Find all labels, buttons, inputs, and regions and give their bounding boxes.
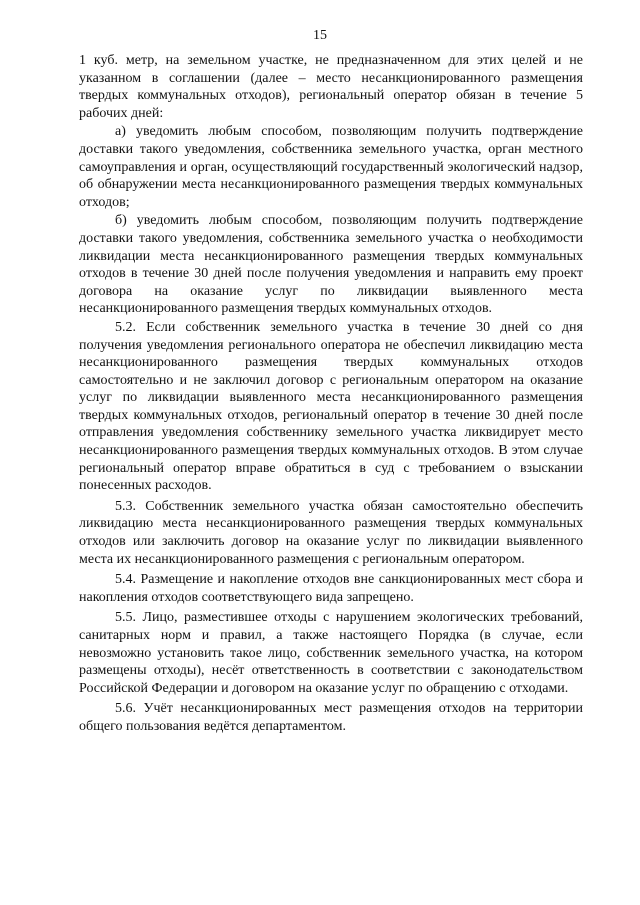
paragraph-item-a: а) уведомить любым способом, позволяющим получить подтверждение доставки такого уведомления, собственника земельного участка, орган местного самоуправления и орган, осуществляющий государственный экологический надзор, об обнаружении места несанкционированного размещения твердых коммунальных отходов; [79, 124, 583, 210]
paragraph-5-3: 5.3. Собственник земельного участка обязан самостоятельно обеспечить ликвидацию места несанкционированного размещения твердых коммунальных отходов или заключить договор на оказание услуг по ликвидации выявленного места их несанкционированного размещения с региональным оператором. [79, 498, 583, 567]
page-number: 15 [313, 28, 327, 43]
document-body [79, 52, 583, 736]
paragraph-continuation: 1 куб. метр, на земельном участке, не предназначенном для этих целей и не указанном в соглашении (далее – место несанкционированного размещения твердых коммунальных отходов), региональный оператор обязан в течение 5 рабочих дней: [79, 53, 583, 121]
paragraph-5-4: 5.4. Размещение и накопление отходов вне санкционированных мест сбора и накопления отходов соответствующего вида запрещено. [79, 572, 583, 605]
paragraph-item-b: б) уведомить любым способом, позволяющим получить подтверждение доставки такого уведомления, собственника земельного участка о необходимости ликвидации места несанкционированного размещения твердых коммунальных отходов в течение 30 дней после получения уведомления и направить ему проект договора на оказание услуг по ликвидации выявленного места несанкционированного размещения твердых коммунальных отходов. [79, 213, 583, 317]
paragraph-5-2: 5.2. Если собственник земельного участка в течение 30 дней со дня получения уведомления регионального оператора не обеспечил ликвидацию места несанкционированного размещения твердых коммунальных отходов самостоятельно и не заключил договор с региональным оператором на оказание услуг по ликвидации выявленного места несанкционированного размещения твердых коммунальных отходов, региональный оператор в течение 30 дней после отправления уведомления собственнику земельного участка ликвидирует место несанкционированного размещения твердых коммунальных отходов. В этом случае региональный оператор вправе обратиться в суд с требованием о взыскании понесенных расходов. [79, 319, 583, 494]
paragraph-5-6: 5.6. Учёт несанкционированных мест размещения отходов на территории общего пользования ведётся департаментом. [79, 701, 583, 734]
paragraph-5-5: 5.5. Лицо, разместившее отходы с нарушением экологических требований, санитарных норм и правил, а также настоящего Порядка (в случае, если невозможно установить такое лицо, собственник земельного участка, на котором размещены отходы), несёт ответственность в соответствии с законодательством Российской Федерации и договором на оказание услуг по обращению с отходами. [79, 610, 583, 696]
